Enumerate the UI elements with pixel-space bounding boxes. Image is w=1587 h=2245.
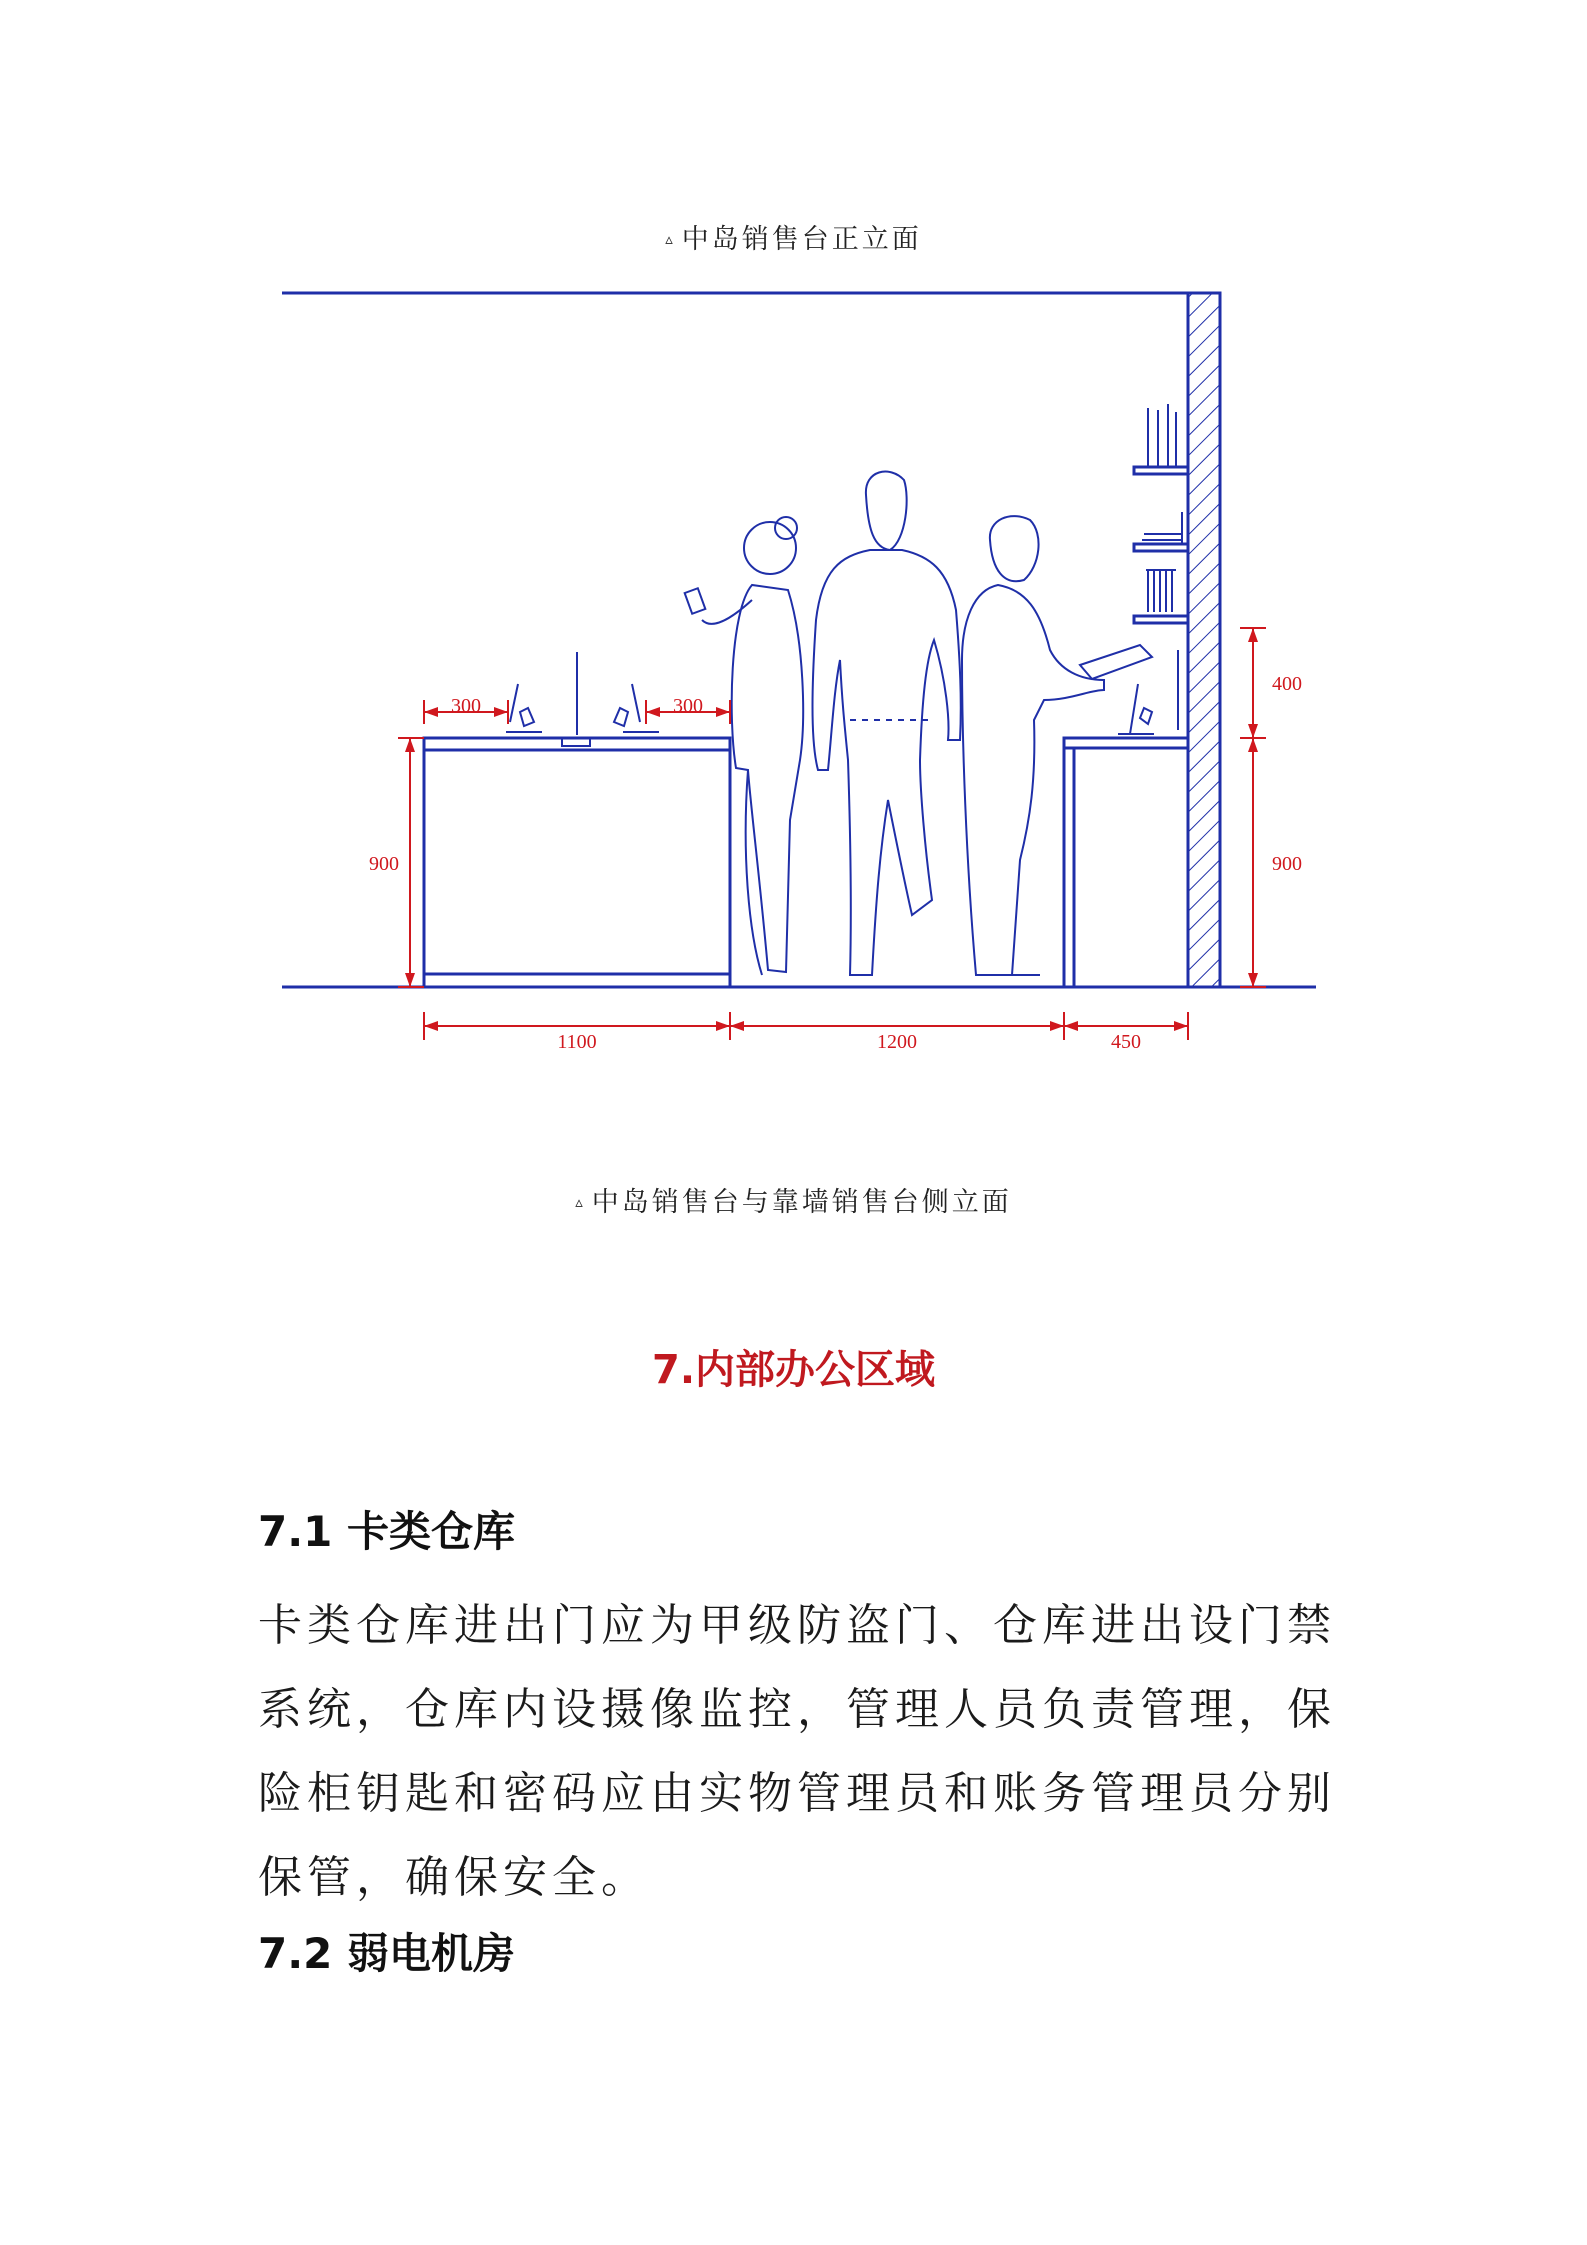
dimension-labels [369, 673, 1302, 1053]
paragraph-line: 险柜钥匙和密码应由实物管理员和账务管理员分别 [258, 1768, 1336, 1819]
paragraph-line: 卡类仓库进出门应为甲级防盗门、仓库进出设门禁 [258, 1600, 1336, 1651]
figure-caption-front-elevation [0, 217, 1587, 256]
dim-label-400: 400 [1272, 673, 1302, 695]
paragraph-line: 系统，仓库内设摄像监控，管理人员负责管理，保 [258, 1684, 1336, 1735]
wall-section [1188, 293, 1220, 987]
dimension-arrowheads [405, 628, 1258, 1031]
dim-label-450: 450 [1111, 1031, 1141, 1053]
dim-label-1100: 1100 [557, 1031, 597, 1053]
side-elevation-drawing [270, 280, 1330, 1060]
dim-label-300-right: 300 [673, 695, 703, 717]
subsection-heading: 7.2 弱电机房 [258, 1929, 516, 1978]
subsection-7-1 [258, 1502, 1348, 1562]
dim-label-900-right: 900 [1272, 853, 1302, 875]
wall-counter [1064, 650, 1188, 987]
caption-text: 中岛销售台与靠墙销售台侧立面 [591, 1187, 1012, 1218]
dimension-lines [398, 628, 1266, 1040]
man-center-figure [813, 472, 961, 975]
triangle-marker-icon: ▵ [575, 1193, 586, 1211]
subsection-7-2 [258, 1924, 1348, 1984]
subsection-7-1-paragraph [258, 1584, 1348, 1920]
triangle-marker-icon: ▵ [665, 230, 676, 248]
woman-figure [685, 517, 803, 975]
caption-text: 中岛销售台正立面 [681, 224, 922, 255]
wall-shelves [1134, 404, 1188, 623]
paragraph-line: 保管，确保安全。 [258, 1852, 650, 1903]
dim-label-300-left: 300 [451, 695, 481, 717]
subsection-heading: 7.1 卡类仓库 [258, 1507, 516, 1556]
man-right-figure [962, 516, 1152, 975]
figure-caption-side-elevation [0, 1180, 1587, 1219]
dim-label-900-left: 900 [369, 853, 399, 875]
dim-label-1200: 1200 [877, 1031, 917, 1053]
human-figures [685, 472, 1152, 975]
section-title: 7.内部办公区域 [651, 1347, 936, 1393]
